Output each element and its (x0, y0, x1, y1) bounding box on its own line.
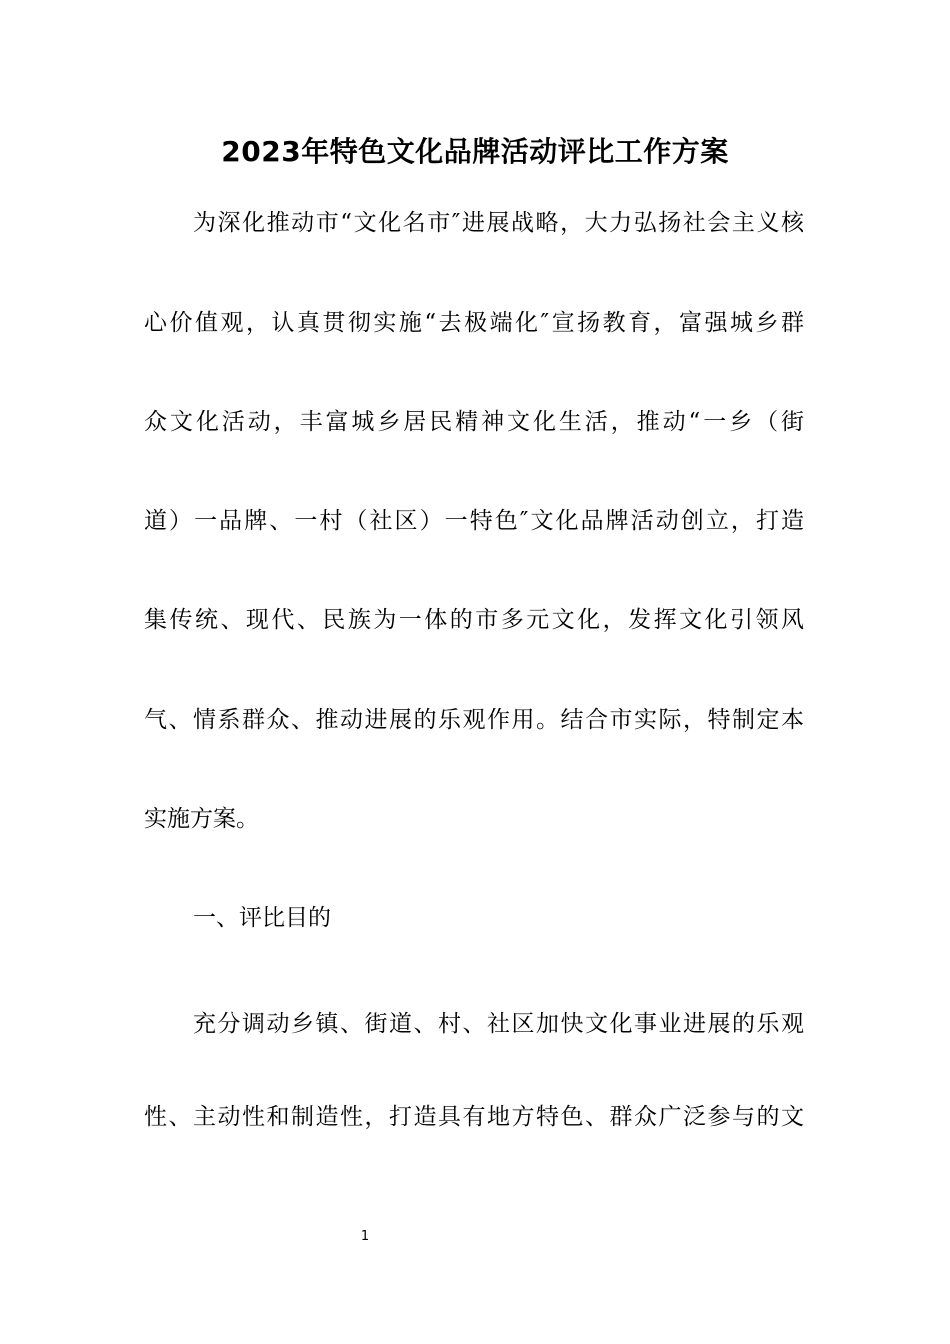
paragraph-line: 众文化活动，丰富城乡居民精神文化生活，推动“一乡（街 (144, 409, 804, 435)
paragraph-line: 性、主动性和制造性，打造具有地方特色、群众广泛参与的文 (144, 1104, 804, 1130)
paragraph-line: 为深化推动市“文化名市″进展战略，大力弘扬社会主义核 (193, 210, 804, 236)
paragraph-line: 集传统、现代、民族为一体的市多元文化，发挥文化引领风 (144, 607, 804, 633)
paragraph-line: 心价值观，认真贯彻实施“去极端化″宣扬教育，富强城乡群 (144, 310, 804, 336)
page-title: 2023年特色文化品牌活动评比工作方案 (221, 135, 729, 168)
paragraph-line: 气、情系群众、推动进展的乐观作用。结合市实际，特制定本 (144, 707, 804, 733)
paragraph-line: 道）一品牌、一村（社区）一特色″文化品牌活动创立，打造 (144, 508, 804, 534)
page-number: 1 (360, 1229, 370, 1244)
section-heading: 一、评比目的 (193, 905, 331, 931)
paragraph-line: 实施方案。 (144, 806, 259, 832)
paragraph-line: 充分调动乡镇、街道、村、社区加快文化事业进展的乐观 (193, 1011, 804, 1037)
